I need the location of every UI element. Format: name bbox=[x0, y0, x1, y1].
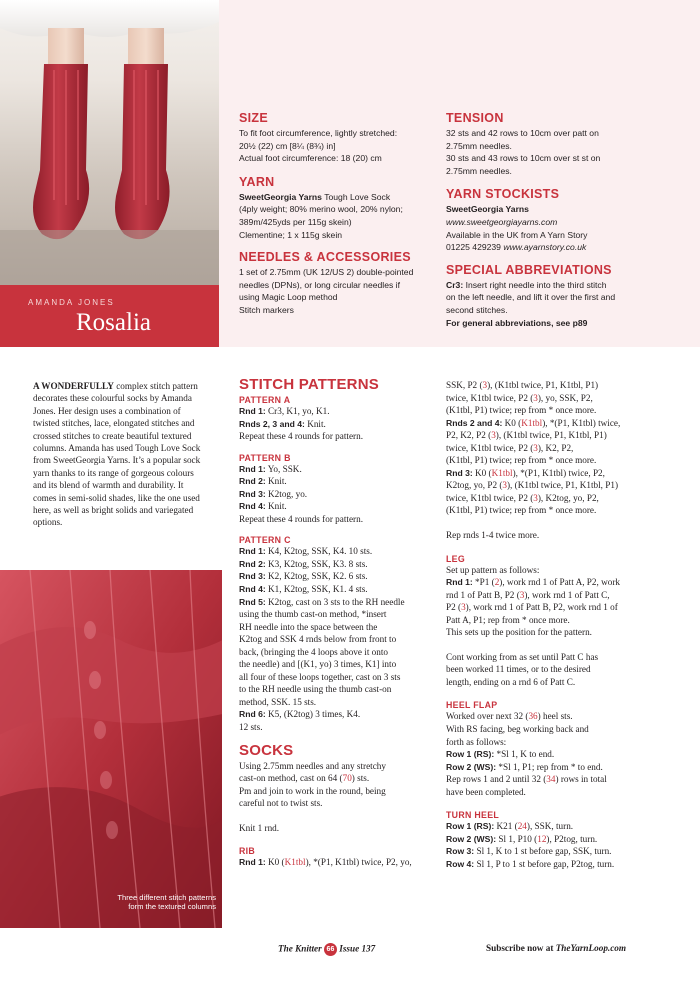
stitch-patterns-heading: STITCH PATTERNS bbox=[239, 376, 379, 393]
leg-text: Set up pattern as follows: Rnd 1: *P1 (2), work rnd 1 of Patt A, P2, work rnd 1 of Patt B, P2 (3), work rnd 1 of Patt C, P2 (3), work rnd 1 of Patt B, P2, work rnd 1 of Patt A, P1; rep from * once more. This sets up the position for the pattern. Cont working from as set until Patt C has been worked 11 times, or to the desired length, ending on a rnd 6 of Patt C. bbox=[446, 564, 620, 687]
subscribe-link[interactable]: TheYarnLoop.com bbox=[555, 943, 627, 953]
designer-name: AMANDA JONES bbox=[28, 298, 115, 307]
sock-photo-top bbox=[0, 0, 219, 285]
rib-heading: RIB bbox=[239, 846, 256, 857]
heel-flap-heading: HEEL FLAP bbox=[446, 700, 498, 711]
turn-heel-heading: TURN HEEL bbox=[446, 810, 500, 821]
stockist-url-link[interactable]: www.sweetgeorgiayarns.com bbox=[446, 216, 558, 227]
rib-continued-text: SSK, P2 (3), (K1tbl twice, P1, K1tbl, P1) twice, K1tbl twice, P2 (3), yo, SSK, P2, (K1tbl, P1) twice; rep from * once more. Rnds 2 and 4: K0 (K1tbl), *(P1, K1tbl) twice, P2, K2, P2 (3), (K1tbl twice, P1, K1tbl, P1) twice, K1tbl twice, P2 (3), K2, P2, (K1tbl, P1) twice; rep from * once more. Rnd 3: K0 (K1tbl), *(P1, K1tbl) twice, P2, K2tog, yo, P2 (3), (K1tbl twice, P1, K1tbl, P1) twice, K1tbl twice, P2 (3), K2tog, yo, P2, (K1tbl, P1) twice; rep from * once more. Rep rnds 1-4 twice more. bbox=[446, 380, 621, 541]
photo-caption: Three different stitch patterns form the textured columns bbox=[117, 892, 216, 912]
socks-illustration bbox=[0, 0, 219, 285]
stitch-patterns-column bbox=[239, 376, 439, 869]
sock-photo-detail bbox=[0, 570, 222, 928]
pattern-b-heading: PATTERN B bbox=[239, 452, 291, 463]
leg-heading: LEG bbox=[446, 553, 465, 564]
pattern-title: Rosalia bbox=[76, 309, 151, 336]
page-number: 66 bbox=[324, 943, 337, 956]
turn-heel-text: Row 1 (RS): K21 (24), SSK, turn. Row 2 (WS): Sl 1, P10 (12), P2tog, turn. Row 3: Sl 1, K to 1 st before gap, SSK, turn. Row 4: Sl 1, P to 1 st before gap, P2tog, turn. bbox=[446, 821, 615, 869]
tension-text: 32 sts and 42 rows to 10cm over patt on 2.75mm needles. 30 sts and 43 rows to 10cm over st st on 2.75mm needles. bbox=[446, 128, 601, 176]
pattern-b-text: Rnd 1: Yo, SSK. Rnd 2: Knit. Rnd 3: K2tog, yo. Rnd 4: Knit. Repeat these 4 rounds for pattern. bbox=[239, 463, 363, 524]
abbreviations-text: Cr3: Insert right needle into the third stitch on the left needle, and lift it over the first and second stitches. For general abbreviations, see p89 bbox=[446, 279, 616, 328]
socks-heading: SOCKS bbox=[239, 741, 294, 759]
tension-heading: TENSION bbox=[446, 111, 504, 125]
info-right-column bbox=[446, 111, 686, 329]
size-heading: SIZE bbox=[239, 111, 268, 125]
yarn-text: SweetGeorgia Yarns Tough Love Sock (4ply weight; 80% merino wool, 20% nylon; 389m/425yds per 115g skein) Clementine; 1 x 115g skein bbox=[239, 191, 403, 240]
footer-issue bbox=[278, 943, 375, 956]
pattern-a-heading: PATTERN A bbox=[239, 395, 291, 405]
footer-subscribe: Subscribe now at TheYarnLoop.com bbox=[486, 943, 627, 953]
intro-text: A WONDERFULLY complex stitch pattern decorates these colourful socks by Amanda Jones. Her design uses a combination of twisted stitches, lace, elongated stitches and crossed stitches to create beautiful textured columns. Amanda has used Tough Love Sock from SweetGeorgia Yarns. It’s a popular sock yarn thanks to its range of gorgeous colours and its blend of warmth and durability. It comes in semi-solid shades, like the one used here, as well as bright solids and variegated options. bbox=[33, 381, 201, 528]
knit-texture-illustration bbox=[0, 570, 222, 928]
pattern-c-heading: PATTERN C bbox=[239, 535, 291, 546]
heel-flap-text: Worked over next 32 (36) heel sts. With RS facing, beg working back and forth as follows: Row 1 (RS): *Sl 1, K to end. Row 2 (WS): *Sl 1, P1; rep from * to end. Rep rows 1 and 2 until 32 (34) rows in total have been completed. bbox=[446, 711, 607, 797]
size-text: To fit foot circumference, lightly stretched: 20½ (22) cm [8¼ (8¾) in] Actual foot circumference: 18 (20) cm bbox=[239, 128, 398, 164]
yarn-heading: YARN bbox=[239, 174, 275, 189]
abbreviations-heading: SPECIAL ABBREVIATIONS bbox=[446, 262, 612, 277]
uk-stockist-url-link[interactable]: www.ayarnstory.co.uk bbox=[503, 242, 587, 253]
issue-number: Issue 137 bbox=[339, 943, 376, 954]
magazine-name: The Knitter bbox=[278, 943, 322, 954]
stockists-heading: YARN STOCKISTS bbox=[446, 187, 560, 202]
instructions-column bbox=[446, 379, 656, 871]
info-left-column bbox=[239, 111, 444, 317]
pattern-c-text: Rnd 1: K4, K2tog, SSK, K4. 10 sts. Rnd 2: K3, K2tog, SSK, K3. 8 sts. Rnd 3: K2, K2tog, SSK, K2. 6 sts. Rnd 4: K1, K2tog, SSK, K1. 4 sts. Rnd 5: K2tog, cast on 3 sts to the RH needle using the thumb cast-on method, *insert RH needle into the space between the K2tog and SSK 4 rnds below from front to back, (bringing the 4 loops above it onto the needle) and [(K1, yo) 3 times, K1] into all four of these loops together, cast on 3 sts to the RH needle using the thumb cast-on method, SSK. 15 sts. Rnd 6: K5, (K2tog) 3 times, K4. 12 sts. bbox=[239, 546, 405, 733]
needles-text: 1 set of 2.75mm (UK 12/US 2) double-pointed needles (DPNs), or long circular needles if using Magic Loop method Stitch markers bbox=[239, 267, 414, 315]
socks-text: Using 2.75mm needles and any stretchy cast-on method, cast on 64 (70) sts. Pm and join to work in the round, being careful not to twist sts. Knit 1 rnd. bbox=[239, 760, 386, 833]
pattern-a-text: Rnd 1: Cr3, K1, yo, K1. Rnds 2, 3 and 4: Knit. Repeat these 4 rounds for pattern. bbox=[239, 406, 363, 442]
stockists-text: SweetGeorgia Yarns www.sweetgeorgiayarns.com Available in the UK from A Yarn Story 01225 429239 www.ayarnstory.co.uk bbox=[446, 204, 588, 253]
needles-heading: NEEDLES & ACCESSORIES bbox=[239, 250, 411, 265]
rib-text: Rnd 1: K0 (K1tbl), *(P1, K1tbl) twice, P2, yo, bbox=[239, 857, 412, 868]
